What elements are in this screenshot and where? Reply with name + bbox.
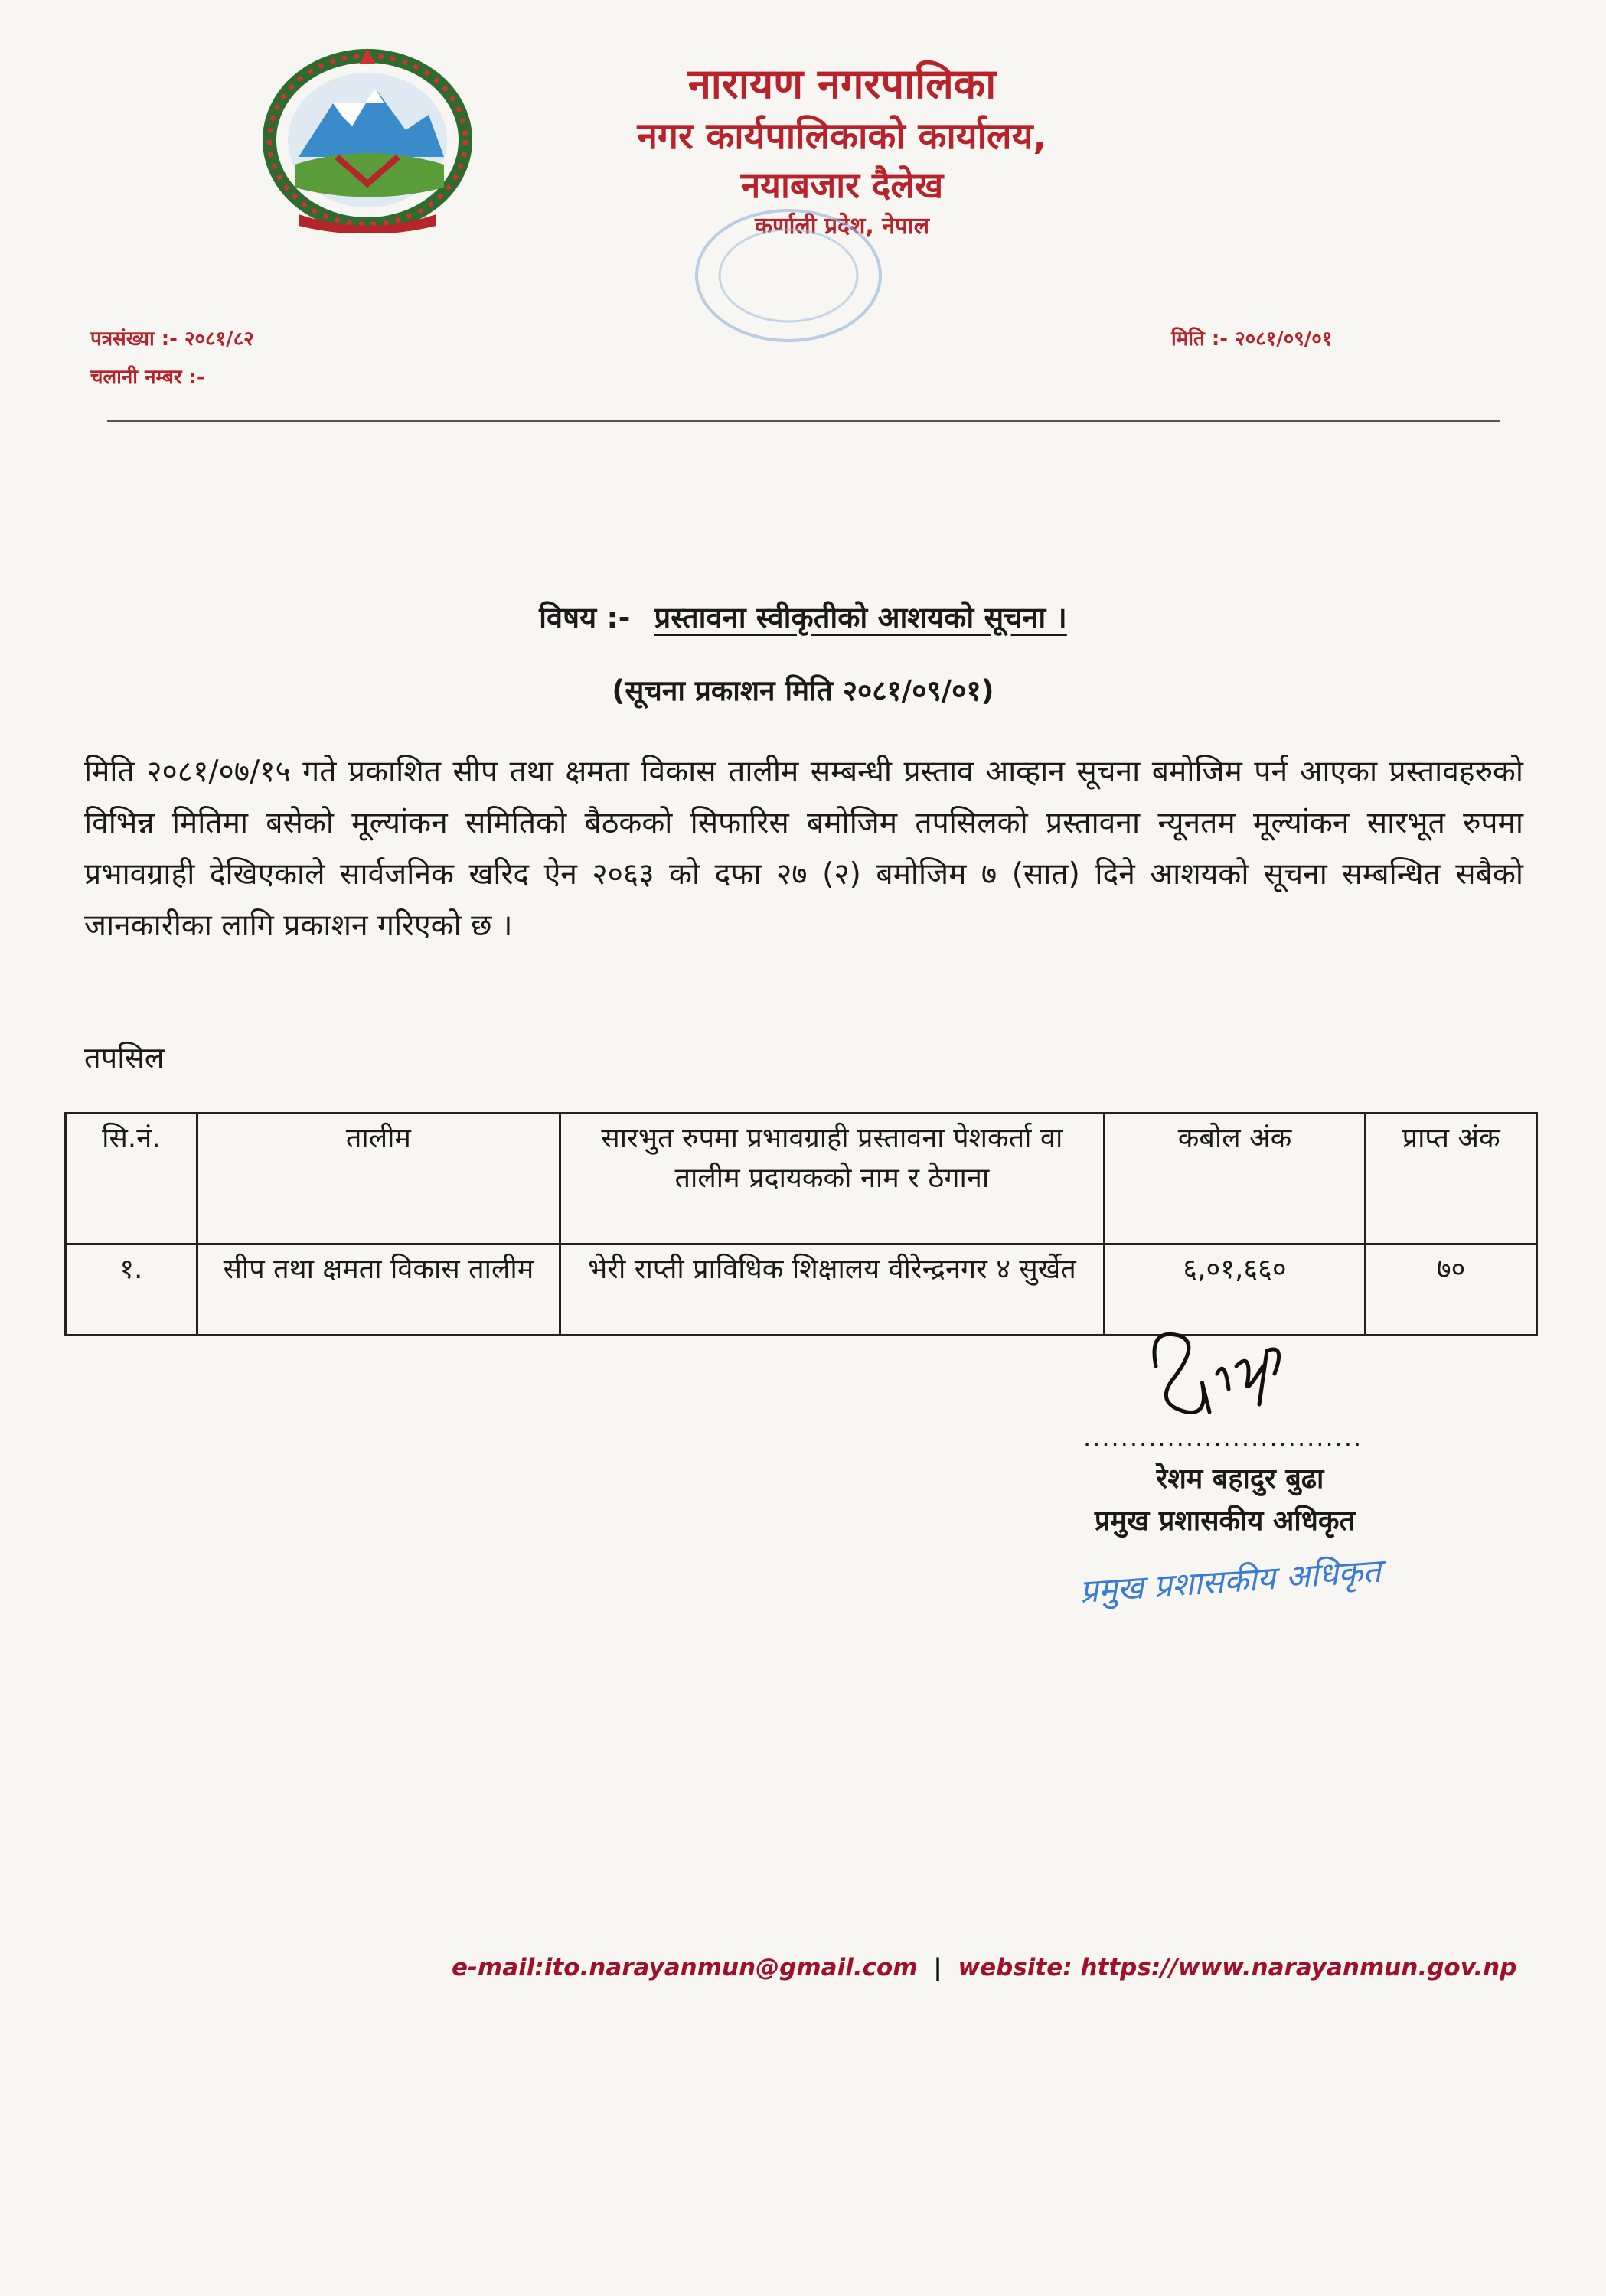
footer-email: e-mail:ito.narayanmun@gmail.com: [452, 1954, 918, 1981]
handwritten-signature: [1133, 1320, 1301, 1435]
notice-body: मिति २०८१/०७/१५ गते प्रकाशित सीप तथा क्षमता विकास तालीम सम्बन्धी प्रस्ताव आव्हान सूचना बमोजिम पर्न आएका प्रस्तावहरुको विभिन्न मितिमा बसेको मूल्यांकन समितिको बैठकको सिफारिस बमोजिम तपसिलको प्रस्तावना न्यूनतम मूल्यांकन सारभूत रुपमा प्रभावग्राही देखिएकाले सार्वजनिक खरिद ऐन २०६३ को दफा २७ (२) बमोजिम ७ (सात) दिने आशयको सूचना सम्बन्धित सबैको जानकारीका लागि प्रकाशन गरिएको छ ।: [84, 755, 1523, 943]
col-proposer: सारभुत रुपमा प्रभावग्राही प्रस्तावना पेशकर्ता वा तालीम प्रदायकको नाम र ठेगाना: [560, 1114, 1104, 1244]
evaluation-table: [64, 1112, 1538, 1336]
designation-stamp: प्रमुख प्रशासकीय अधिकृत: [1078, 1551, 1382, 1610]
office-seal-icon: [674, 203, 903, 356]
signatory-name: रेशम बहादुर बुढा: [1156, 1463, 1324, 1495]
table-row: [66, 1244, 1537, 1336]
col-bid-amount: कबोल अंक: [1104, 1114, 1366, 1244]
office-name: नगर कार्यपालिकाको कार्यालय,: [637, 115, 1047, 158]
letter-date: मिति :- २०८१/०९/०१: [1171, 328, 1333, 351]
cell-proposer: भेरी राप्ती प्राविधिक शिक्षालय वीरेन्द्रनगर ४ सुर्खेत: [560, 1244, 1104, 1336]
dispatch-number: चलानी नम्बर :-: [90, 366, 205, 389]
cell-bid-amount: ६,०१,६६०: [1104, 1244, 1366, 1336]
nepal-emblem-icon: [253, 42, 482, 233]
municipality-name: नारायण नगरपालिका: [687, 60, 997, 108]
col-score: प्राप्त अंक: [1366, 1114, 1537, 1244]
office-location: नयाबजार दैलेख: [740, 165, 944, 206]
table-header-row: [66, 1114, 1537, 1244]
signatory-designation: प्रमुख प्रशासकीय अधिकृत: [1094, 1505, 1356, 1537]
footer-website: website: https://www.narayanmun.gov.np: [958, 1954, 1517, 1981]
publication-date: (सूचना प्रकाशन मिति २०८१/०९/०१): [612, 674, 994, 707]
footer-separator: |: [933, 1954, 942, 1981]
subject-label: विषय :-: [539, 601, 631, 634]
subject-text: प्रस्तावना स्वीकृतीको आशयको सूचना ।: [654, 601, 1067, 634]
footer-contact: [452, 1954, 1523, 1981]
col-training: तालीम: [197, 1114, 560, 1244]
subject-line: [0, 597, 1606, 637]
header-divider: [107, 420, 1500, 422]
office-province: कर्णाली प्रदेश, नेपाल: [754, 213, 930, 240]
reference-number: पत्रसंख्या :- २०८१/८२: [90, 328, 254, 351]
col-serial: सि.नं.: [66, 1114, 197, 1244]
schedule-label: तपसिल: [84, 1041, 165, 1075]
signature-line: ..............................: [1083, 1424, 1363, 1453]
cell-training: सीप तथा क्षमता विकास तालीम: [197, 1244, 560, 1336]
cell-score: ७०: [1366, 1244, 1537, 1336]
cell-serial: १.: [66, 1244, 197, 1336]
